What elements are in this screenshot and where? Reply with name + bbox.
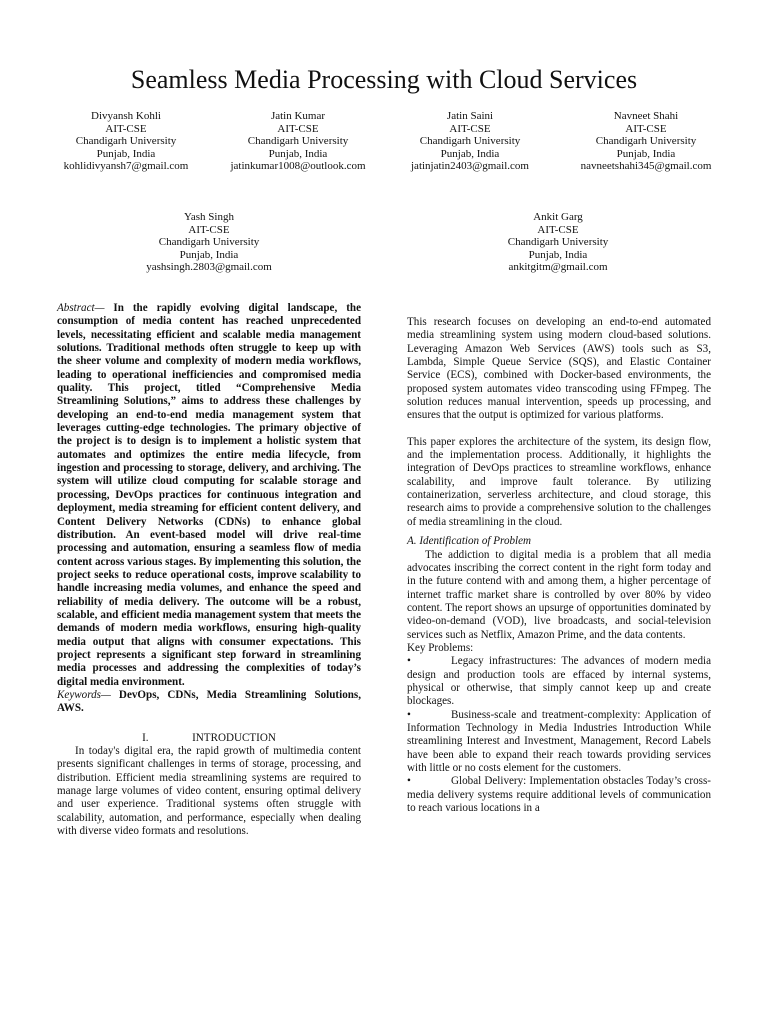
keywords [57,689,361,716]
author-email: navneetshahi345@gmail.com [580,160,712,173]
author-block [566,110,726,173]
author-org: Chandigarh University [75,135,177,148]
author-dept: AIT-CSE [537,223,579,236]
paper-title: Seamless Media Processing with Cloud Services [130,65,638,94]
section-number: I. [142,731,149,744]
keywords-label: Keywords— [57,688,111,701]
author-dept: AIT-CSE [188,223,230,236]
bullet-icon: • [407,655,411,668]
author-block [390,110,550,173]
author-email: jatinjatin2403@gmail.com [411,160,529,173]
author-block [478,211,638,274]
bullet-icon: • [407,775,411,788]
author-location: Punjab, India [268,147,328,160]
author-name: Ankit Garg [533,211,583,223]
list-item [407,655,711,708]
list-item [407,709,711,776]
bullet-icon: • [407,708,411,721]
list-item-text: Global Delivery: Implementation obstacles Today’s cross-media delivery systems require additional levels of communication to reach various locations in a [407,775,711,815]
author-name: Navneet Shahi [613,110,679,122]
keywords-text: DevOps, CDNs, Media Streamlining Solutions, AWS. [57,688,361,715]
key-problems-label: Key Problems: [407,641,474,654]
paragraph: The addiction to digital media is a problem that all media advocates inscribing the correct content in the right form today and in the future contend with and among them, a higher percentage of internet traffic market share is controlled by over 80% by video content. The report shows an upsurge of opportunities dominated by video-on-demand (VOD), live broadcasts, and social-television services such as Netflix, Amazon Prime, and the data contents. [407,548,711,641]
author-dept: AIT-CSE [625,122,667,135]
author-dept: AIT-CSE [449,122,491,135]
list-item-text: Legacy infrastructures: The advances of modern media design and production tools are effaced by internal systems, physical or otherwise, that simply cannot keep up and create blockages. [407,655,711,708]
author-block [218,110,378,173]
author-email: kohlidivyansh7@gmail.com [63,160,189,173]
author-block [129,211,289,274]
author-location: Punjab, India [179,248,239,261]
author-name: Divyansh Kohli [91,110,161,122]
author-org: Chandigarh University [595,135,697,148]
right-column [407,316,711,815]
paragraph: This research focuses on developing an end-to-end automated media streamlining system using modern cloud-based solutions. Leveraging Amazon Web Services (AWS) tools such as S3, Lambda, Simple Queue Service (SQS), and Elastic Container Service (ECS), combined with Docker-based environments, the proposed system automates video transcoding using FFmpeg. The solution reduces manual intervention, speeds up processing, and ensures that the output is optimized for various platforms. [407,316,711,422]
abstract [57,302,361,689]
section-heading-introduction [57,732,361,745]
subsection-heading: A. Identification of Problem [407,535,532,548]
author-location: Punjab, India [96,147,156,160]
author-org: Chandigarh University [247,135,349,148]
author-dept: AIT-CSE [277,122,319,135]
author-name: Jatin Saini [446,110,494,122]
left-column [57,302,361,838]
author-email: ankitgitm@gmail.com [508,261,608,274]
intro-paragraph: In today's digital era, the rapid growth of multimedia content presents significant challenges in terms of storage, processing, and distribution. Efficient media streamlining systems are required to manage large volumes of video content, ensuring optimal delivery and user experience. Traditional systems often struggle with scalability, automation, and performance, especially when dealing with diverse video formats and resolutions. [57,745,361,838]
paragraph: This paper explores the architecture of the system, its design flow, and the implementation process. Additionally, it highlights the integration of DevOps practices to streamline workflows, enhance scalability, and improve fault tolerance. By utilizing containerization, serverless architecture, and cloud storage, this research aims to provide a comprehensive solution to the challenges of media streamlining in the cloud. [407,435,711,528]
author-location: Punjab, India [616,147,676,160]
author-email: yashsingh.2803@gmail.com [146,261,272,274]
author-location: Punjab, India [440,147,500,160]
author-org: Chandigarh University [507,236,609,249]
author-name: Yash Singh [184,211,234,223]
author-block [46,110,206,173]
author-email: jatinkumar1008@outlook.com [230,160,366,173]
abstract-text: In the rapidly evolving digital landscape, the consumption of media content has reached unprecedented levels, necessitating efficient and scalable media management solutions. Traditional methods often struggle to keep up with the sheer volume and complexity of modern media workflows, leading to operational inefficiencies and compromised media quality. This project, titled “Comprehensive Media Streamlining Solutions,” aims to address these challenges by developing an end-to-end media management system that leverages cutting-edge technologies. The primary objective of the project is to design is to implement a holistic system that automates and optimizes the entire media lifecycle, from ingestion and processing to storage, delivery, and archiving. The system will utilize cloud computing for scalable storage and processing, DevOps practices for continuous integration and deployment, media streaming for efficient content delivery, and Content Delivery Networks (CDNs) to enhance global distribution. An event-based model will drive real-time processing and automation, ensuring a seamless flow of media content across various stages. By implementing this solution, the project seeks to reduce operational costs, improve scalability to handle increasing media volumes, and enhance the speed and reliability of media delivery. The outcome will be a robust, scalable, and efficient media management system that meets the demands of modern media workflows, ensuring high-quality media output that aligns with consumer expectations. This project represents a significant step forward in streamlining media processes and addressing the complexities of today’s digital media environment. [57,302,361,688]
author-org: Chandigarh University [158,236,260,249]
author-name: Jatin Kumar [270,110,326,122]
author-dept: AIT-CSE [105,122,147,135]
list-item-text: Business-scale and treatment-complexity: Application of Information Technology in Media Industries Introduction While streamlining Interest and Investment, Management, Record Labels have been able to expand their reach towards providing services with little or no costs element for the customers. [407,708,711,774]
author-location: Punjab, India [528,248,588,261]
section-title: INTRODUCTION [192,731,276,744]
author-org: Chandigarh University [419,135,521,148]
abstract-label: Abstract— [57,302,105,314]
list-item [407,775,711,815]
